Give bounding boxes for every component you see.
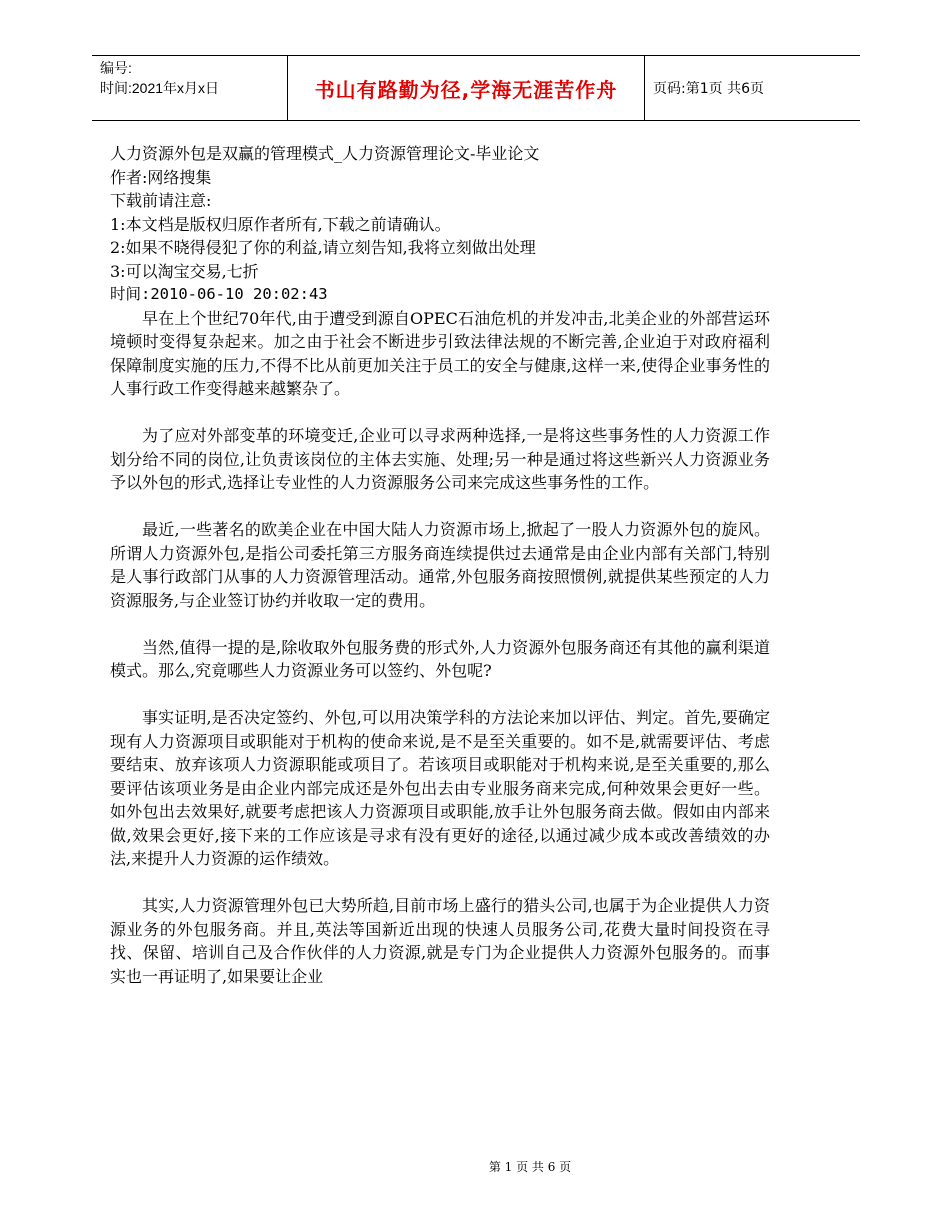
page-footer: [0, 1158, 950, 1175]
footer-page-number: 第 1 页 共 6 页: [488, 1160, 572, 1174]
header-page-info: 页码:第1页 共6页: [653, 81, 764, 97]
header-number-label: 编号:: [100, 60, 132, 76]
header-motto: 书山有路勤为径,学海无涯苦作舟: [314, 77, 618, 102]
article-time: 时间:2010-06-10 20:02:43: [110, 285, 328, 303]
notice-item-3: 3:可以淘宝交易,七折: [110, 261, 259, 281]
article-body: [110, 142, 770, 1012]
page-header: [92, 55, 860, 121]
paragraph: 事实证明,是否决定签约、外包,可以用决策学科的方法论来加以评估、判定。首先,要确定现有人力资源项目或职能对于机构的使命来说,是不是至关重要的。如不是,就需要评估、考虑要结束、放弃该项人力资源职能或项目了。若该项目或职能对于机构来说,是至关重要的,那么要评估该项业务是由企业内部完成还是外包出去由专业服务商来完成,何种效果会更好一些。如外包出去效果好,就要考虑把该人力资源项目或职能,放手让外包服务商去做。假如由内部来做,效果会更好,接下来的工作应该是寻求有没有更好的途径,以通过减少成本或改善绩效的办法,来提升人力资源的运作绩效。: [110, 708, 770, 868]
paragraph: 早在上个世纪70年代,由于遭受到源自OPEC石油危机的并发冲击,北美企业的外部营运环境顿时变得复杂起来。加之由于社会不断进步引致法律法规的不断完善,企业迫于对政府福利保障制度实施的压力,不得不比从前更加关注于员工的安全与健康,这样一来,使得企业事务性的人事行政工作变得越来越繁杂了。: [110, 308, 770, 398]
notice-item-2: 2:如果不晓得侵犯了你的利益,请立刻告知,我将立刻做出处理: [110, 238, 536, 257]
header-page-cell: [645, 56, 860, 120]
header-meta: [92, 56, 287, 120]
header-motto-cell: [287, 56, 645, 120]
header-time-label: 时间:2021年x月x日: [100, 80, 220, 96]
notice-heading: 下载前请注意:: [110, 191, 212, 210]
paragraph: 其实,人力资源管理外包已大势所趋,目前市场上盛行的猎头公司,也属于为企业提供人力资源业务的外包服务商。并且,英法等国新近出现的快速人员服务公司,花费大量时间投资在寻找、保留、培训自己及合作伙伴的人力资源,就是专门为企业提供人力资源外包服务的。而事实也一再证明了,如果要让企业: [110, 896, 770, 986]
article-author: 作者:网络搜集: [110, 167, 212, 187]
article-title: 人力资源外包是双赢的管理模式_人力资源管理论文-毕业论文: [110, 144, 540, 163]
paragraph: 最近,一些著名的欧美企业在中国大陆人力资源市场上,掀起了一股人力资源外包的旋风。所谓人力资源外包,是指公司委托第三方服务商连续提供过去通常是由企业内部有关部门,特别是人事行政部门从事的人力资源管理活动。通常,外包服务商按照惯例,就提供某些预定的人力资源服务,与企业签订协约并收取一定的费用。: [110, 520, 770, 610]
notice-item-1: 1:本文档是版权归原作者所有,下载之前请确认。: [110, 214, 451, 234]
paragraph: 为了应对外部变革的环境变迁,企业可以寻求两种选择,一是将这些事务性的人力资源工作划分给不同的岗位,让负责该岗位的主体去实施、处理;另一种是通过将这些新兴人力资源业务予以外包的形式,选择让专业性的人力资源服务公司来完成这些事务性的工作。: [110, 426, 770, 492]
paragraph: 当然,值得一提的是,除收取外包服务费的形式外,人力资源外包服务商还有其他的赢利渠道模式。那么,究竟哪些人力资源业务可以签约、外包呢?: [110, 637, 770, 680]
